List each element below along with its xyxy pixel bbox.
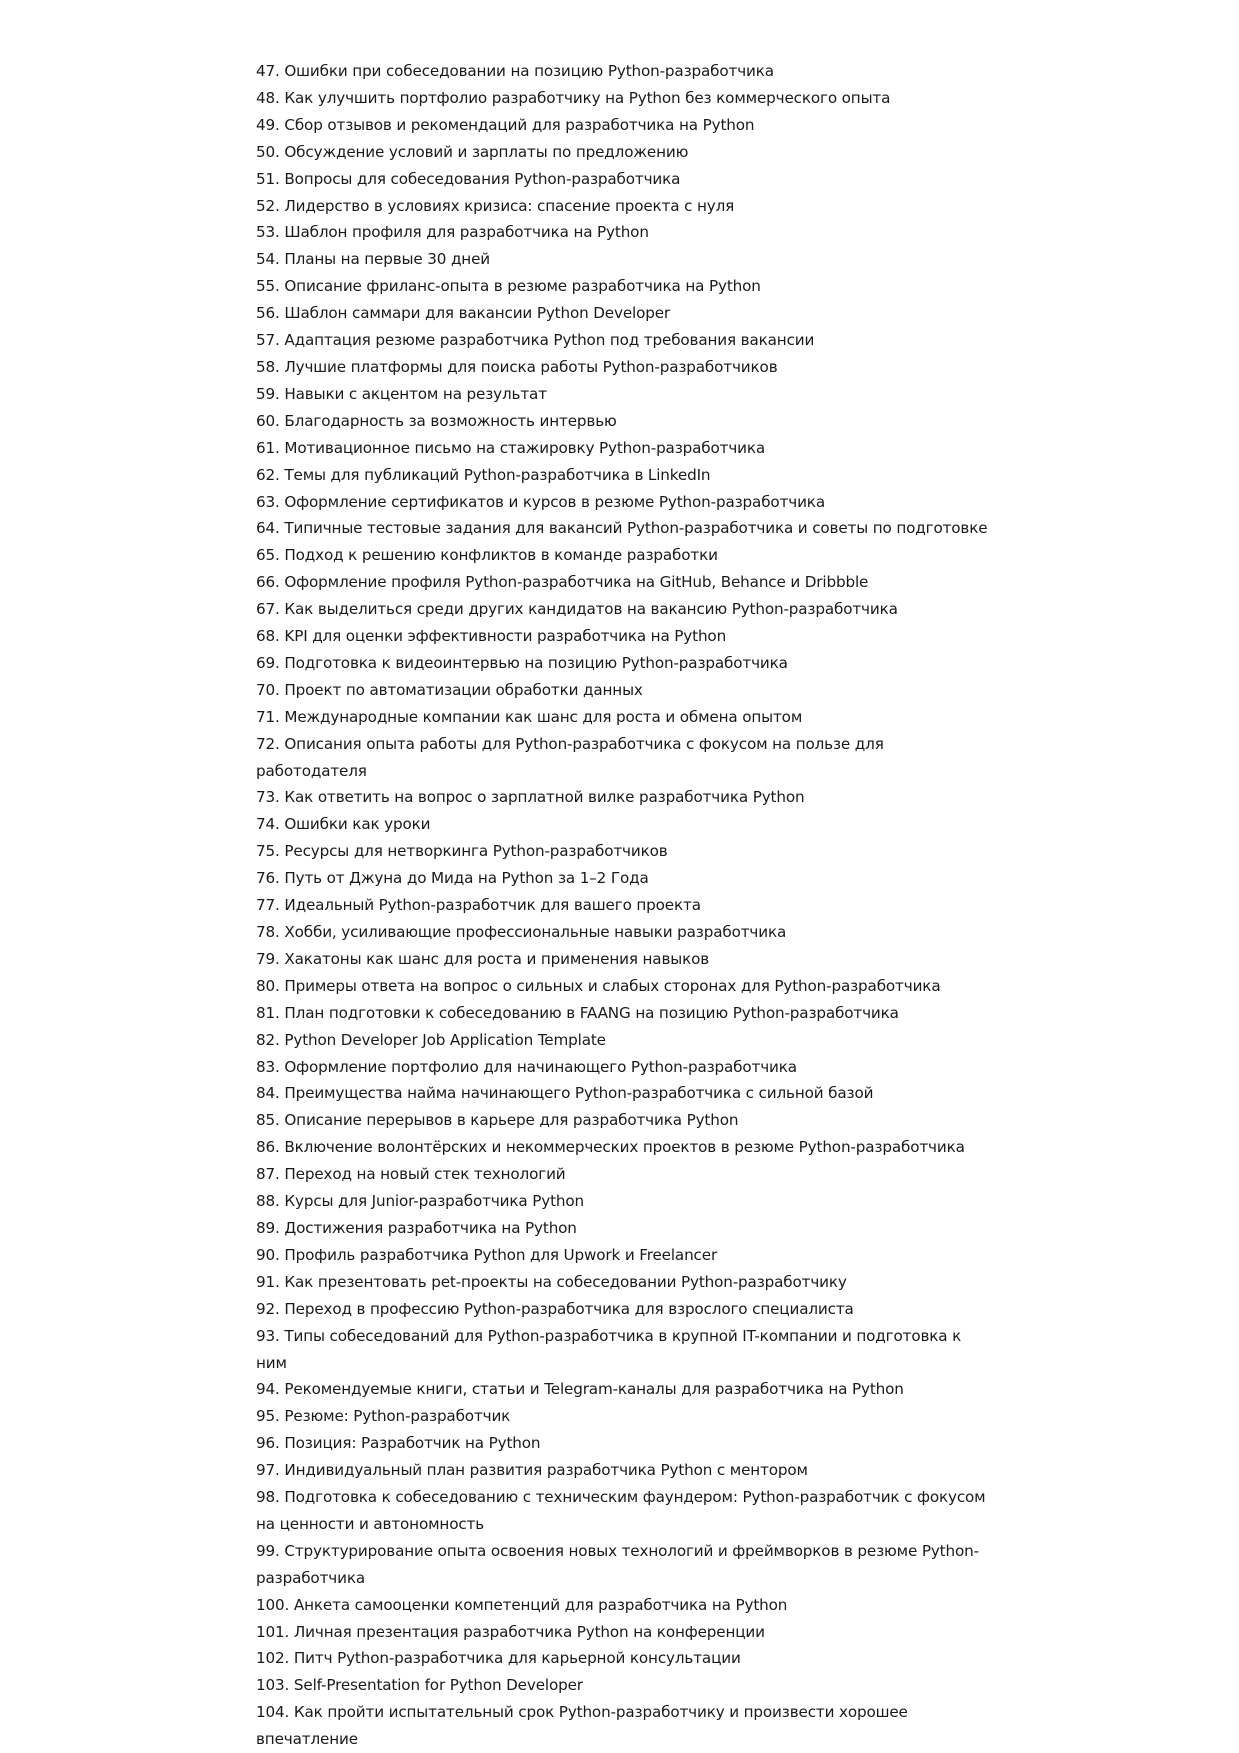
list-item: 101. Личная презентация разработчика Python на конференции bbox=[256, 1622, 765, 1641]
list-item: 78. Хобби, усиливающие профессиональные навыки разработчика bbox=[256, 923, 787, 941]
list-item: 95. Резюме: Python-разработчик bbox=[256, 1407, 511, 1426]
list-item: 75. Ресурсы для нетворкинга Python-разработчиков bbox=[256, 842, 668, 861]
list-item: 68. KPI для оценки эффективности разработчика на Python bbox=[256, 627, 727, 646]
list-item: 83. Оформление портфолио для начинающего Python-разработчика bbox=[256, 1057, 797, 1076]
list-item: 72. Описания опыта работы для Python-разработчика с фокусом на пользе для работодателя bbox=[256, 734, 884, 780]
list-item: 96. Позиция: Разработчик на Python bbox=[256, 1434, 541, 1453]
list-item: 88. Курсы для Junior-разработчика Python bbox=[256, 1192, 584, 1211]
list-item: 57. Адаптация резюме разработчика Python под требования вакансии bbox=[256, 331, 815, 350]
list-item: 55. Описание фриланс-опыта в резюме разработчика на Python bbox=[256, 277, 761, 296]
list-item: 80. Примеры ответа на вопрос о сильных и слабых сторонах для Python-разработчика bbox=[256, 976, 941, 995]
list-item: 97. Индивидуальный план развития разработчика Python с ментором bbox=[256, 1461, 808, 1480]
list-item: 81. План подготовки к собеседованию в FAANG на позицию Python-разработчика bbox=[256, 1003, 899, 1022]
list-item: 47. Ошибки при собеседовании на позицию Python-разработчика bbox=[256, 62, 774, 80]
list-item: 69. Подготовка к видеоинтервью на позицию Python-разработчика bbox=[256, 653, 788, 672]
list-item: 84. Преимущества найма начинающего Python-разработчика с сильной базой bbox=[256, 1084, 874, 1103]
list-item: 85. Описание перерывов в карьере для разработчика Python bbox=[256, 1111, 739, 1130]
list-item: 76. Путь от Джуна до Мида на Python за 1–2 Года bbox=[256, 869, 649, 888]
list-item: 89. Достижения разработчика на Python bbox=[256, 1218, 577, 1237]
list-item: 64. Типичные тестовые задания для вакансий Python-разработчика и советы по подготовке bbox=[256, 519, 988, 538]
list-item: 60. Благодарность за возможность интервью bbox=[256, 411, 617, 430]
list-item: 87. Переход на новый стек технологий bbox=[256, 1165, 566, 1184]
list-item: 59. Навыки с акцентом на результат bbox=[256, 384, 547, 403]
list-item: 79. Хакатоны как шанс для роста и применения навыков bbox=[256, 949, 710, 968]
list-item: 58. Лучшие платформы для поиска работы Python-разработчиков bbox=[256, 357, 778, 376]
list-item: 94. Рекомендуемые книги, статьи и Telegram-каналы для разработчика на Python bbox=[256, 1380, 904, 1399]
list-item: 56. Шаблон саммари для вакансии Python Developer bbox=[256, 304, 671, 323]
article-list bbox=[256, 58, 991, 1753]
list-item: 49. Сбор отзывов и рекомендаций для разработчика на Python bbox=[256, 115, 755, 134]
list-item: 91. Как презентовать pet-проекты на собеседовании Python-разработчику bbox=[256, 1272, 847, 1291]
list-item: 48. Как улучшить портфолио разработчику на Python без коммерческого опыта bbox=[256, 88, 891, 107]
list-item: 99. Структурирование опыта освоения новых технологий и фреймворков в резюме Python-разработчика bbox=[256, 1541, 979, 1587]
list-item: 74. Ошибки как уроки bbox=[256, 815, 431, 834]
list-item: 93. Типы собеседований для Python-разработчика в крупной IT-компании и подготовка к ним bbox=[256, 1326, 962, 1372]
list-item: 61. Мотивационное письмо на стажировку Python-разработчика bbox=[256, 438, 766, 457]
list-item: 65. Подход к решению конфликтов в команде разработки bbox=[256, 546, 718, 565]
list-item: 104. Как пройти испытательный срок Python-разработчику и произвести хорошее впечатление bbox=[256, 1703, 908, 1749]
list-item: 90. Профиль разработчика Python для Upwork и Freelancer bbox=[256, 1245, 718, 1264]
list-item: 66. Оформление профиля Python-разработчика на GitHub, Behance и Dribbble bbox=[256, 573, 869, 592]
list-item: 52. Лидерство в условиях кризиса: спасение проекта с нуля bbox=[256, 196, 735, 215]
list-item: 63. Оформление сертификатов и курсов в резюме Python-разработчика bbox=[256, 492, 825, 511]
list-item: 77. Идеальный Python-разработчик для вашего проекта bbox=[256, 896, 701, 915]
list-item: 73. Как ответить на вопрос о зарплатной вилке разработчика Python bbox=[256, 788, 805, 807]
list-item: 51. Вопросы для собеседования Python-разработчика bbox=[256, 169, 681, 188]
list-item: 92. Переход в профессию Python-разработчика для взрослого специалиста bbox=[256, 1299, 854, 1318]
list-item: 50. Обсуждение условий и зарплаты по предложению bbox=[256, 142, 689, 161]
list-item: 70. Проект по автоматизации обработки данных bbox=[256, 680, 643, 699]
list-item: 98. Подготовка к собеседованию с техническим фаундером: Python-разработчик с фокусом на ценности и автономность bbox=[256, 1488, 986, 1533]
list-item: 82. Python Developer Job Application Template bbox=[256, 1030, 606, 1049]
list-item: 71. Международные компании как шанс для роста и обмена опытом bbox=[256, 707, 803, 726]
list-item: 67. Как выделиться среди других кандидатов на вакансию Python-разработчика bbox=[256, 600, 898, 619]
list-item: 103. Self-Presentation for Python Developer bbox=[256, 1676, 583, 1695]
list-item: 86. Включение волонтёрских и некоммерческих проектов в резюме Python-разработчика bbox=[256, 1138, 965, 1157]
document-page bbox=[256, 58, 991, 1753]
list-item: 62. Темы для публикаций Python-разработчика в LinkedIn bbox=[256, 465, 711, 484]
list-item: 102. Питч Python-разработчика для карьерной консультации bbox=[256, 1649, 741, 1668]
list-item: 54. Планы на первые 30 дней bbox=[256, 250, 491, 269]
list-item: 100. Анкета самооценки компетенций для разработчика на Python bbox=[256, 1595, 788, 1614]
list-item: 53. Шаблон профиля для разработчика на Python bbox=[256, 223, 649, 242]
